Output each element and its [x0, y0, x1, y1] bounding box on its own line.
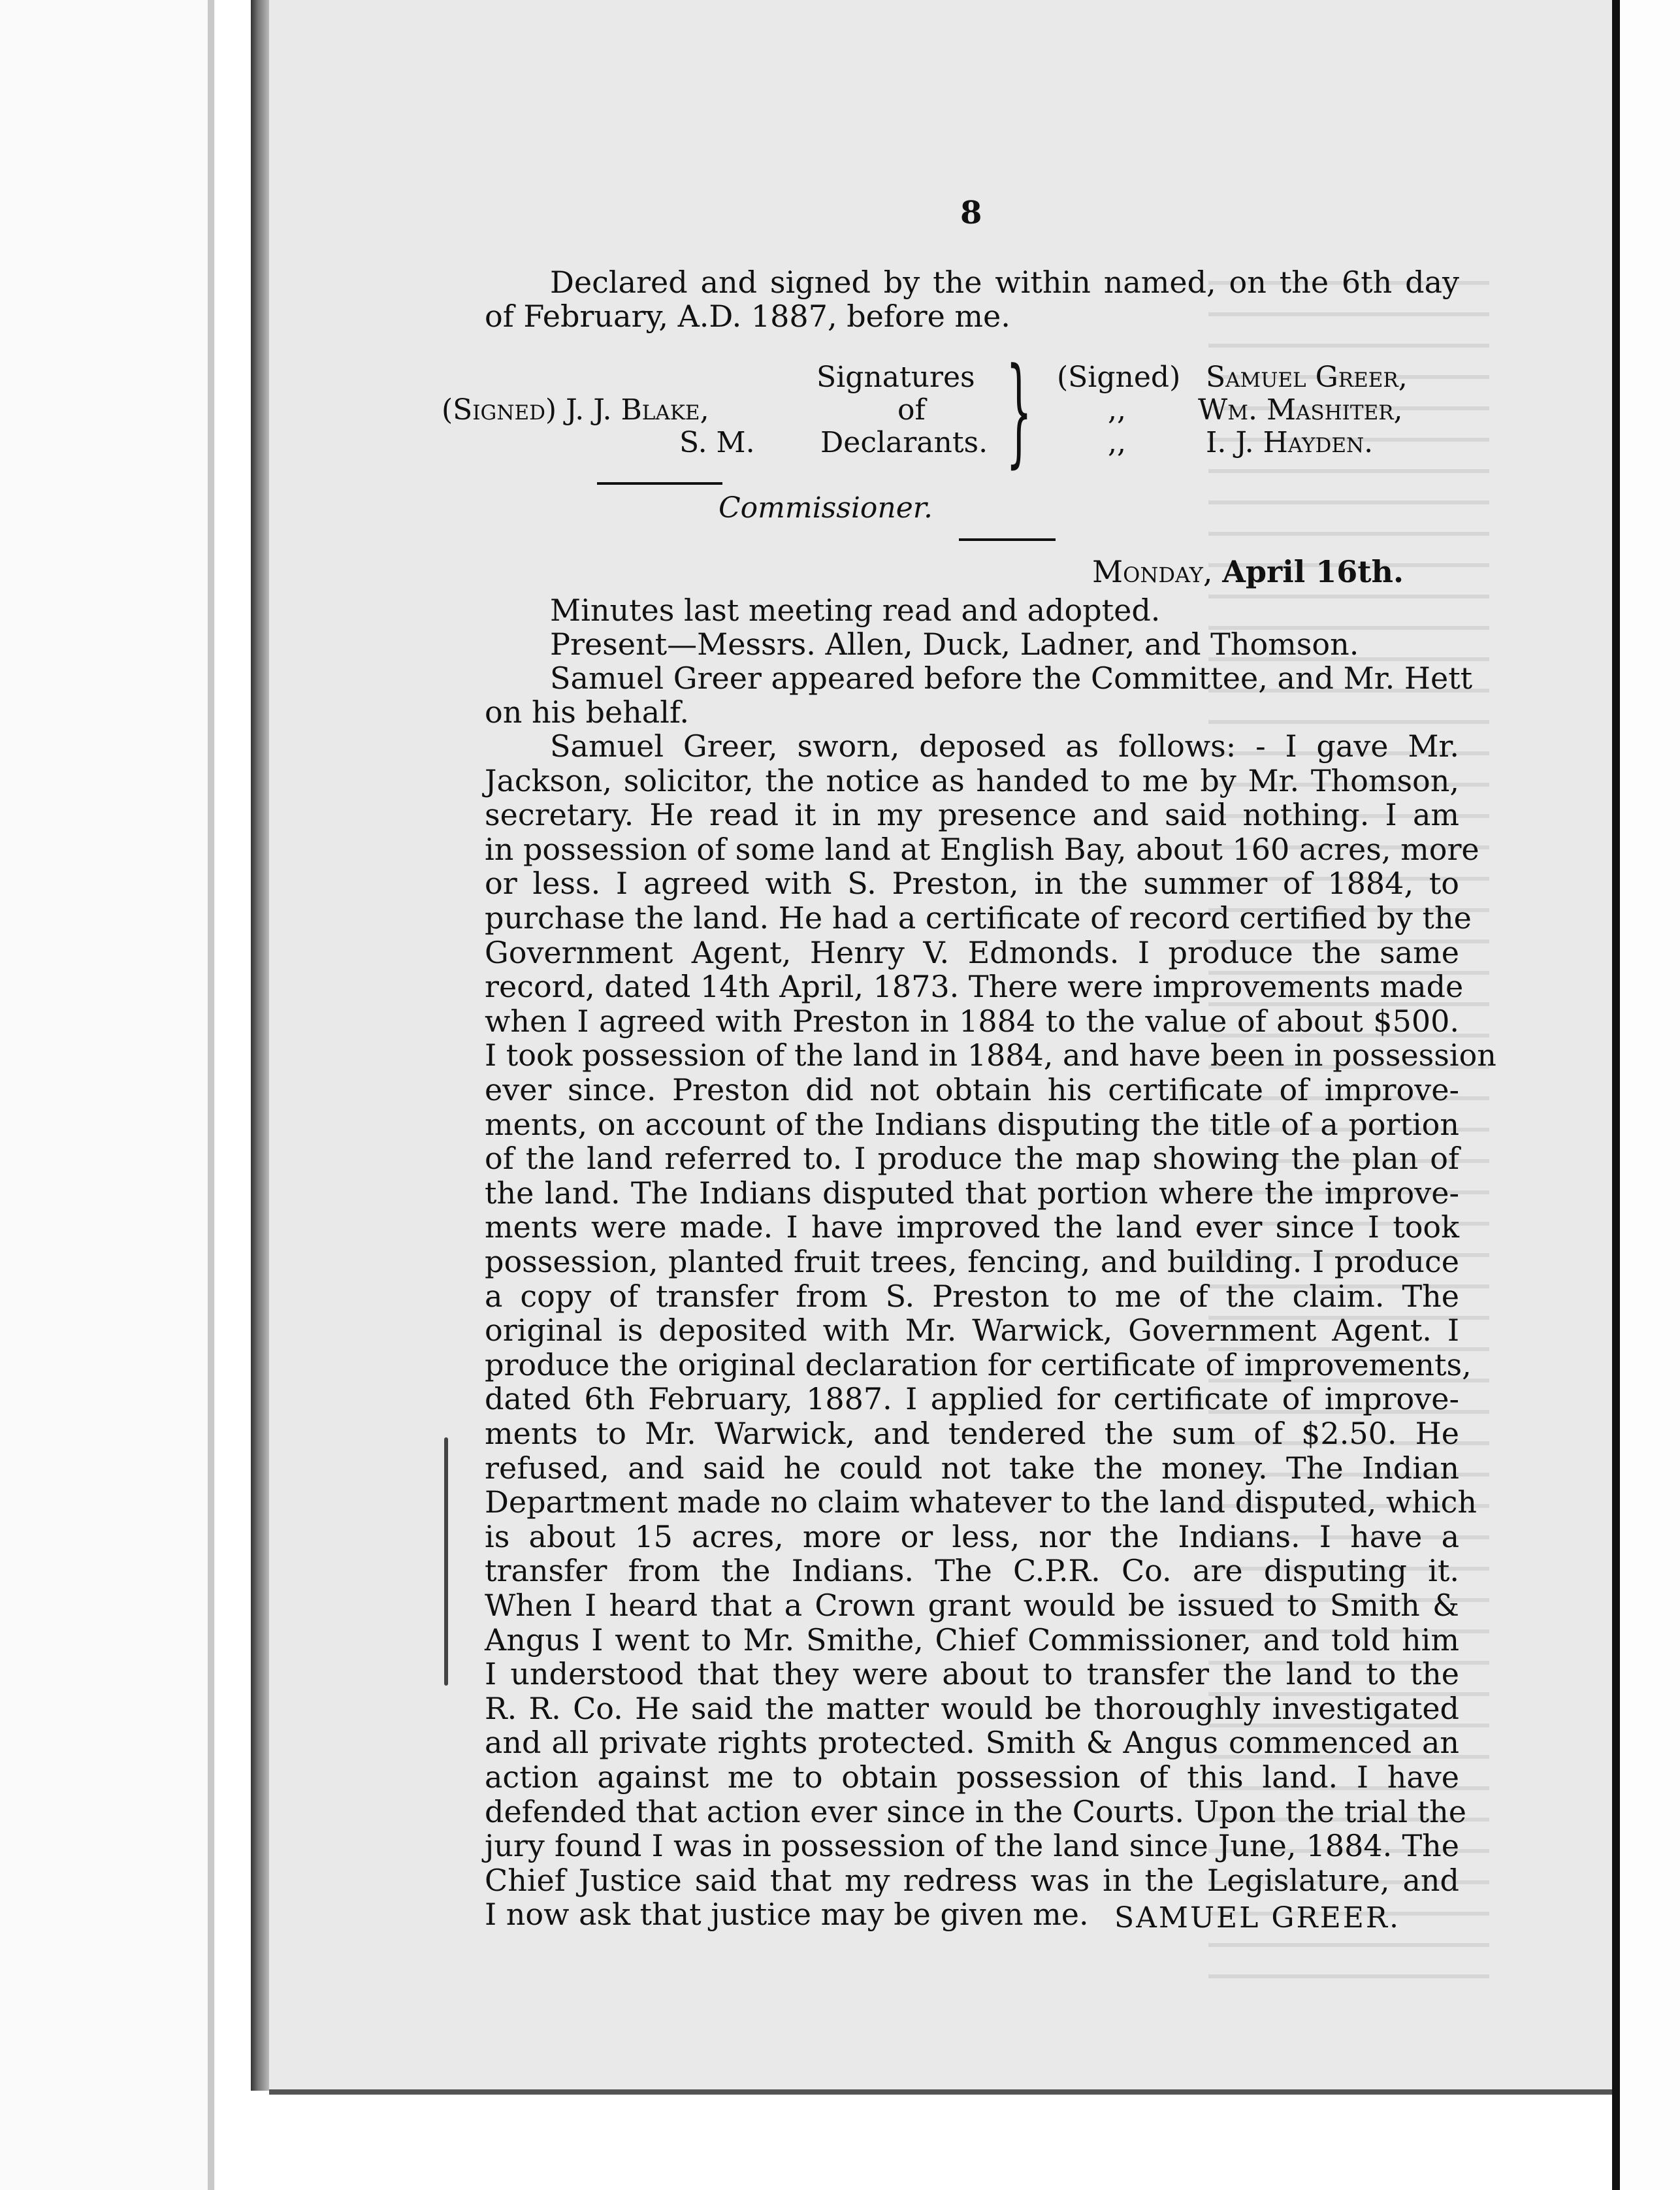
testimony-line: original is deposited with Mr. Warwick, Government Agent. I [485, 1313, 1459, 1348]
margin-pencil-mark [444, 1437, 448, 1686]
testimony-line: Chief Justice said that my redress was in the Legislature, and [485, 1862, 1459, 1898]
testimony-line: defended that action ever since in the Courts. Upon the trial the [485, 1793, 1466, 1829]
testimony-line: ments were made. I have improved the land ever since I took [485, 1209, 1459, 1245]
minutes-paragraph: Minutes last meeting read and adopted. [550, 593, 1161, 628]
testimony-line: dated 6th February, 1887. I applied for certificate of improve- [485, 1381, 1459, 1417]
testimony-line: in possession of some land at English Bay, about 160 acres, more [485, 831, 1479, 867]
testimony-line: of the land referred to. I produce the map showing the plan of [485, 1141, 1459, 1177]
testimony-line: record, dated 14th April, 1873. There were improvements made [485, 969, 1464, 1005]
testimony-line: Samuel Greer, sworn, deposed as follows: - I gave Mr. [550, 728, 1459, 764]
commissioner-label: Commissioner. [719, 491, 933, 525]
page-number: 8 [960, 195, 982, 231]
testimony-line: or less. I agreed with S. Preston, in the summer of 1884, to [485, 866, 1459, 902]
minutes-paragraph: Present—Messrs. Allen, Duck, Ladner, and Thomson. [550, 627, 1359, 662]
brace-symbol: } [1006, 343, 1033, 480]
testimony-line: I now ask that justice may be given me. [485, 1897, 1089, 1933]
signatures-label: Declarants. [820, 426, 988, 459]
meeting-date-value: April 16th. [1222, 554, 1404, 589]
page-bottom-edge [269, 2089, 1612, 2095]
testimony-line: action against me to obtain possession of this land. I have [485, 1759, 1459, 1795]
testimony-line: refused, and said he could not take the money. The Indian [485, 1450, 1459, 1486]
closing-signature: SAMUEL GREER. [1114, 1901, 1401, 1935]
testimony-line: R. R. Co. He said the matter would be thoroughly investigated [485, 1690, 1459, 1726]
testimony-line: When I heard that a Crown grant would be issued to Smith & [485, 1588, 1459, 1623]
testimony-line: and all private rights protected. Smith & Angus commenced an [485, 1725, 1459, 1761]
signatures-label: of [897, 393, 926, 427]
signatures-label: Signatures [816, 361, 975, 394]
testimony-line: is about 15 acres, more or less, nor the Indians. I have a [485, 1518, 1459, 1554]
testimony-line: I took possession of the land in 1884, and have been in possession [485, 1038, 1496, 1073]
declarant-signature: Samuel Greer, [1206, 361, 1408, 394]
testimony-line: possession, planted fruit trees, fencing, and building. I produce [485, 1244, 1459, 1279]
commissioner-signature: (Signed) J. J. Blake, [442, 393, 709, 427]
commissioner-initials: S. M. [679, 426, 755, 459]
testimony-line: I understood that they were about to transfer the land to the [485, 1656, 1459, 1692]
minutes-paragraph: Samuel Greer appeared before the Committee, and Mr. Hett [550, 661, 1473, 696]
testimony-line: when I agreed with Preston in 1884 to the value of about $500. [485, 1003, 1459, 1039]
scan-right-edge [1612, 0, 1620, 2190]
testimony-line: secretary. He read it in my presence and said nothing. I am [485, 797, 1459, 833]
testimony-line: purchase the land. He had a certificate of record certified by the [485, 900, 1472, 936]
testimony-line: jury found I was in possession of the land since June, 1884. The [485, 1828, 1459, 1864]
scan-right-margin [1620, 0, 1680, 2190]
section-divider [959, 538, 1056, 541]
signed-prefix: (Signed) [1057, 361, 1181, 394]
meeting-date [1092, 554, 1404, 589]
declaration-line: of February, A.D. 1887, before me. [485, 299, 1010, 334]
page-spine-shadow [251, 0, 269, 2091]
minutes-paragraph: on his behalf. [485, 695, 689, 730]
scan-left-margin [0, 0, 216, 2190]
testimony-line: Angus I went to Mr. Smithe, Chief Commissioner, and told him [485, 1622, 1459, 1658]
declarant-signature: Wm. Mashiter, [1198, 393, 1403, 427]
scan-left-border [208, 0, 214, 2190]
testimony-line: ever since. Preston did not obtain his certificate of improve- [485, 1072, 1459, 1107]
ditto-mark: ,, [1108, 426, 1126, 459]
declarant-signature: I. J. Hayden. [1206, 426, 1374, 459]
signature-rule [597, 482, 722, 485]
testimony-line: Jackson, solicitor, the notice as handed to me by Mr. Thomson, [485, 762, 1459, 798]
testimony-line: ments, on account of the Indians disputing the title of a portion [485, 1106, 1459, 1142]
testimony-line: transfer from the Indians. The C.P.R. Co. are disputing it. [485, 1553, 1459, 1589]
declaration-line: Declared and signed by the within named, on the 6th day [550, 265, 1459, 300]
testimony-line: Government Agent, Henry V. Edmonds. I produce the same [485, 934, 1459, 970]
testimony-line: ments to Mr. Warwick, and tendered the sum of $2.50. He [485, 1416, 1459, 1451]
testimony-line: the land. The Indians disputed that portion where the improve- [485, 1175, 1459, 1211]
testimony-line: Department made no claim whatever to the land disputed, which [485, 1484, 1478, 1520]
meeting-day: Monday, [1092, 554, 1213, 589]
testimony-line: produce the original declaration for certificate of improvements, [485, 1347, 1472, 1382]
testimony-line: a copy of transfer from S. Preston to me of the claim. The [485, 1278, 1459, 1314]
ditto-mark: ,, [1108, 393, 1126, 427]
